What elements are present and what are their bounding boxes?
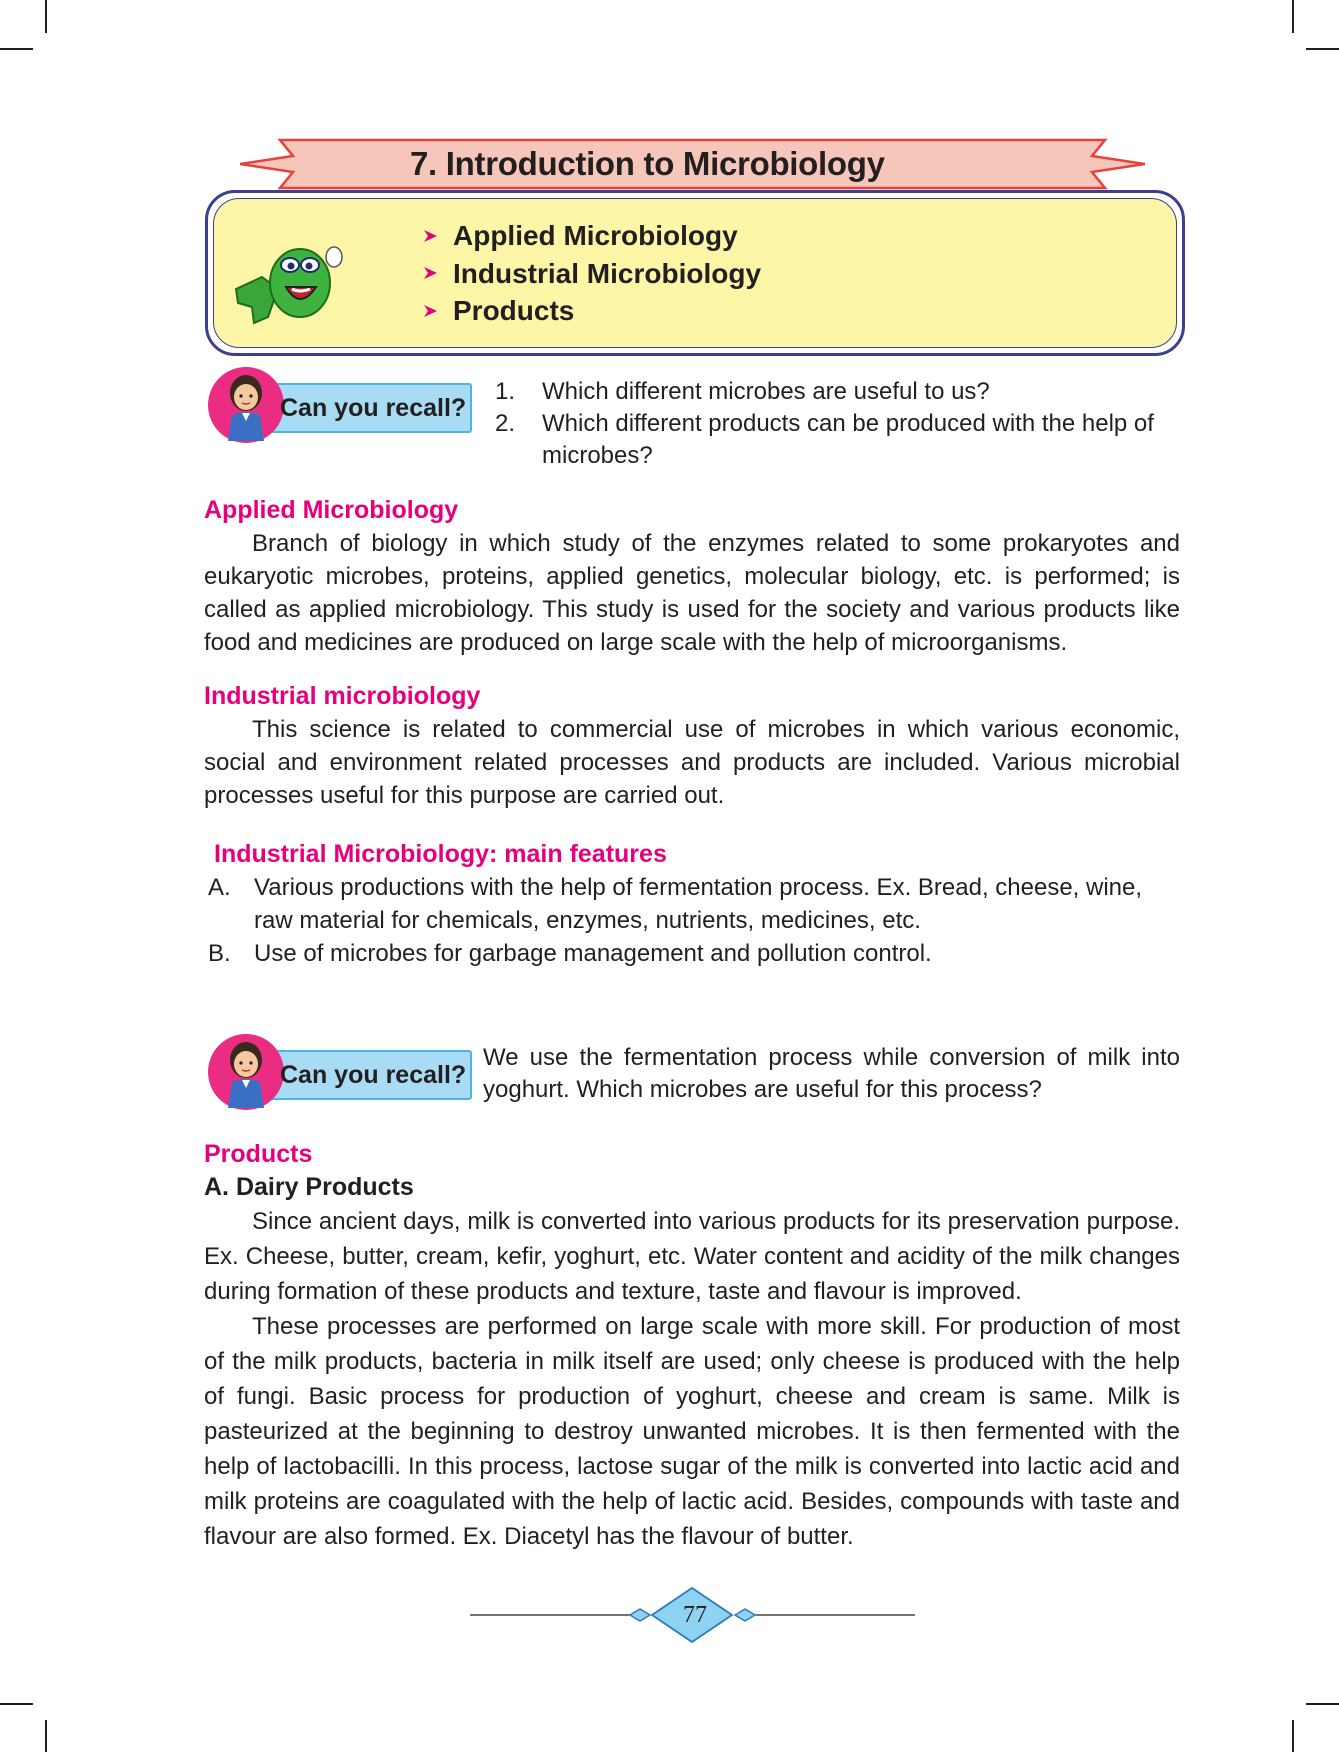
applied-microbiology-section [204, 494, 1180, 659]
feature-item [204, 871, 1180, 937]
arrow-bullet-icon [419, 264, 443, 282]
page-number: 77 [683, 1602, 707, 1628]
question-number: 1. [495, 378, 516, 405]
crop-mark [1292, 0, 1294, 33]
crop-mark [1306, 48, 1339, 50]
topic-item [419, 217, 761, 255]
feature-letter: B. [208, 940, 231, 967]
section-heading: Industrial microbiology [204, 682, 481, 710]
recall-questions [495, 376, 1180, 472]
recall-question-text: We use the fermentation process while conversion of milk into yoghurt. Which microbes are useful for this process? [483, 1044, 1180, 1103]
can-you-recall-badge [208, 1034, 473, 1114]
crop-mark [0, 48, 33, 50]
topic-label: Products [453, 295, 575, 326]
chapter-topics-list [419, 217, 761, 330]
feature-text: Use of microbes for garbage management and pollution control. [254, 940, 932, 967]
products-section [204, 1138, 1180, 1554]
topic-label: Applied Microbiology [453, 220, 738, 251]
can-you-recall-badge [208, 367, 473, 447]
question-text: Which different microbes are useful to us? [542, 378, 990, 405]
chapter-title: 7. Introduction to Microbiology [410, 145, 885, 182]
section-heading: Products [204, 1140, 313, 1168]
section-paragraph: This science is related to commercial use of microbes in which various economic, social and environment related processes and products are included. Various microbial processes useful for this purpose are carried out. [204, 716, 1180, 809]
crop-mark [1306, 1703, 1339, 1705]
section-heading: Applied Microbiology [204, 496, 459, 524]
student-girl-icon [216, 1038, 276, 1108]
question-item [495, 408, 1180, 472]
topics-box-inner [213, 198, 1177, 348]
main-features-section [204, 838, 1180, 970]
feature-item [204, 937, 1180, 970]
student-girl-icon [216, 371, 276, 441]
crop-mark [45, 1720, 47, 1752]
topic-label: Industrial Microbiology [453, 257, 762, 289]
chapter-topics-box [205, 190, 1185, 356]
section-paragraph: Branch of biology in which study of the enzymes related to some prokaryotes and eukaryotic microbes, proteins, applied genetics, molecular biology, etc. is performed; is called as applied microbiology. This study is used for the society and various products like food and medicines are produced on large scale with the help of microorganisms. [204, 530, 1180, 656]
microbe-mascot-icon [228, 237, 348, 333]
question-item [495, 376, 1180, 408]
feature-text: Various productions with the help of fermentation process. Ex. Bread, cheese, wine, raw material for chemicals, enzymes, nutrients, medicines, etc. [254, 874, 1143, 934]
topic-item [419, 292, 761, 330]
crop-mark [0, 1703, 33, 1705]
arrow-bullet-icon [419, 227, 443, 245]
section-paragraph: These processes are performed on large scale with more skill. For production of most of the milk products, bacteria in milk itself are used; only cheese is produced with the help of fungi. Basic process for production of yoghurt, cheese and cream is same. Milk is pasteurized at the beginning to destroy unwanted microbes. It is then fermented with the help of lactobacilli. In this process, lactose sugar of the milk is converted into lactic acid and milk proteins are coagulated with the help of lactic acid. Besides, compounds with taste and flavour are also formed. Ex. Diacetyl has the flavour of butter. [204, 1313, 1180, 1550]
question-number: 2. [495, 410, 516, 437]
recall-label: Can you recall? [280, 1061, 467, 1089]
subsection-heading: A. Dairy Products [204, 1173, 414, 1201]
chapter-title-banner [240, 136, 1145, 192]
recall-label: Can you recall? [280, 394, 467, 422]
crop-mark [1292, 1720, 1294, 1752]
crop-mark [45, 0, 47, 33]
section-heading: Industrial Microbiology: main features [214, 840, 667, 868]
industrial-microbiology-section [204, 680, 1180, 812]
topic-item [419, 255, 761, 293]
section-paragraph: Since ancient days, milk is converted into various products for its preservation purpose. Ex. Cheese, butter, cream, kefir, yoghurt, etc. Water content and acidity of the milk changes during formation of these products and texture, taste and flavour is improved. [204, 1208, 1180, 1305]
feature-letter: A. [208, 874, 231, 901]
question-text: Which different products can be produced with the help of microbes? [542, 410, 1154, 469]
arrow-bullet-icon [419, 302, 443, 320]
